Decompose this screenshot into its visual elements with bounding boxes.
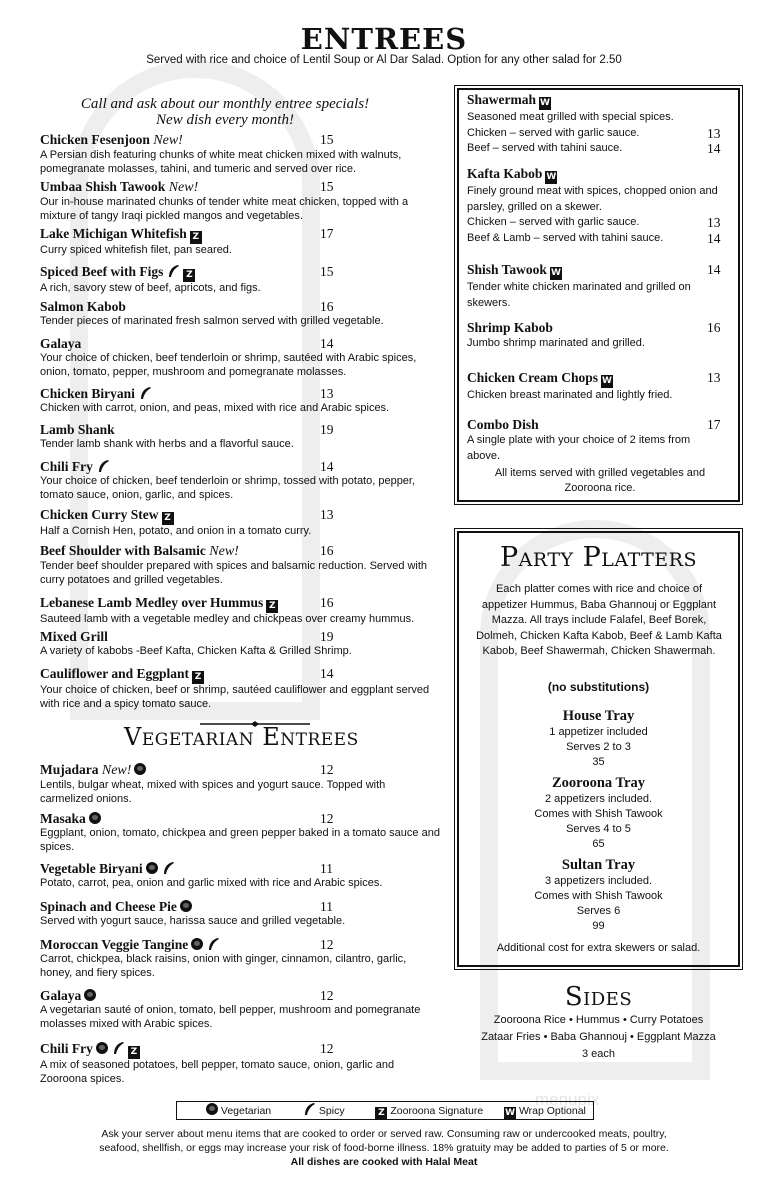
item-name: Salmon Kabob bbox=[40, 299, 126, 314]
chili-pepper-icon bbox=[302, 1102, 316, 1116]
house-tray: House Tray 1 appetizer included Serves 2 to 3 35 bbox=[549, 708, 648, 768]
item-name: Chicken Biryani bbox=[40, 386, 135, 401]
item-price: 16 bbox=[320, 543, 334, 558]
item-description: A vegetarian sauté of onion, tomato, bell pepper, mushroom and pomegranate molasses mixed with Arabic spices. bbox=[40, 1004, 421, 1030]
specials-note: Call and ask about our monthly entree specials! New dish every month! bbox=[80, 96, 370, 128]
signature-icon: Z bbox=[128, 1046, 140, 1059]
menu-item bbox=[40, 422, 440, 452]
item-name: Vegetable Biryani bbox=[40, 861, 143, 876]
item-name: Chicken Curry Stew bbox=[40, 507, 159, 522]
menu-item bbox=[40, 336, 440, 379]
menu-item bbox=[40, 132, 440, 176]
item-name: Chicken Fesenjoon bbox=[40, 132, 150, 147]
item-name: Chili Fry bbox=[40, 459, 93, 474]
chili-pepper-icon bbox=[206, 937, 220, 951]
item-name: Galaya bbox=[40, 336, 82, 351]
signature-icon: Z bbox=[162, 512, 174, 525]
item-price: 13 bbox=[320, 507, 334, 522]
item-price: 14 bbox=[320, 666, 334, 681]
item-name: Masaka bbox=[40, 811, 86, 826]
item-name: Spiced Beef with Figs bbox=[40, 264, 164, 279]
item-description: Tender pieces of marinated fresh salmon served with grilled vegetable. bbox=[40, 315, 384, 327]
signature-icon: Z bbox=[266, 600, 278, 613]
item-price: 19 bbox=[320, 422, 334, 437]
item-description: Eggplant, onion, tomato, chickpea and green pepper baked in a tomato sauce and spices. bbox=[40, 827, 440, 853]
item-description: A mix of seasoned potatoes, bell pepper, tomato sauce, onion, garlic and Zooroona spices. bbox=[40, 1059, 395, 1085]
signature-icon: Z bbox=[183, 269, 195, 282]
item-description: Chicken with carrot, onion, and peas, mixed with rice and Arabic spices. bbox=[40, 402, 390, 414]
item-name: Lebanese Lamb Medley over Hummus bbox=[40, 595, 264, 610]
item-price: 15 bbox=[320, 179, 334, 194]
combo-dish-item: Combo Dish 17 A single plate with your choice of 2 items from above. bbox=[467, 417, 721, 462]
item-price: 16 bbox=[320, 299, 334, 314]
menu-item bbox=[40, 507, 440, 539]
item-name: Umbaa Shish Tawook bbox=[40, 179, 166, 194]
menu-item bbox=[40, 899, 440, 929]
vegetarian-icon bbox=[134, 763, 146, 775]
item-description: Sauteed lamb with a vegetable medley and chickpeas over creamy hummus. bbox=[40, 613, 415, 625]
item-description: A rich, savory stew of beef, apricots, and figs. bbox=[40, 282, 261, 294]
item-price: 12 bbox=[320, 1041, 334, 1056]
new-tag: New! bbox=[153, 133, 183, 148]
page-title: ENTREES bbox=[300, 22, 468, 56]
item-description: Served with yogurt sauce, harissa sauce and grilled vegetable. bbox=[40, 915, 346, 927]
vegetarian-icon bbox=[191, 938, 203, 950]
item-description: Your choice of chicken, beef tenderloin or shrimp, tossed with potato, pepper, tomato sauce, onion, garlic, and spices. bbox=[40, 475, 416, 501]
vegetarian-icon bbox=[146, 862, 158, 874]
item-name: Lamb Shank bbox=[40, 422, 115, 437]
item-description: Tender lamb shank with herbs and a flavorful sauce. bbox=[40, 438, 294, 450]
signature-icon: Z bbox=[192, 671, 204, 684]
menu-item bbox=[40, 459, 440, 502]
chili-pepper-icon bbox=[96, 459, 110, 473]
wrap-icon: W bbox=[602, 376, 612, 386]
item-description: Our in-house marinated chunks of tender white meat chicken, topped with a mixture of tangy Iraqi pickled mangos and vegetables. bbox=[40, 196, 409, 222]
menu-item bbox=[40, 811, 440, 854]
sides-title: Sides bbox=[564, 982, 633, 1012]
menu-item bbox=[40, 762, 440, 806]
item-description: Half a Cornish Hen, potato, and onion in a tomato curry. bbox=[40, 525, 312, 537]
shish-tawook-item: Shish Tawook W 14 Tender white chicken marinated and grilled on skewers. bbox=[467, 262, 721, 309]
item-name: Mixed Grill bbox=[40, 629, 108, 644]
shrimp-kabob-item: Shrimp Kabob 16 Jumbo shrimp marinated and grilled. bbox=[467, 320, 721, 349]
new-tag: New! bbox=[101, 763, 132, 778]
menu-item bbox=[40, 226, 440, 258]
item-price: 11 bbox=[320, 899, 333, 914]
menu-item bbox=[40, 861, 440, 891]
item-description: Tender beef shoulder prepared with spices and balsamic reduction. Served with curry potatoes and grilled vegetables. bbox=[40, 560, 428, 586]
menu-item bbox=[40, 386, 440, 416]
chili-pepper-icon bbox=[166, 264, 180, 278]
item-name: Cauliflower and Eggplant bbox=[40, 666, 190, 681]
chili-pepper-icon bbox=[111, 1041, 125, 1055]
party-platters-title: Party Platters bbox=[499, 542, 697, 573]
menu-item bbox=[40, 629, 440, 659]
page-subtitle: Served with rice and choice of Lentil Soup or Al Dar Salad. Option for any other salad for 2.50 bbox=[146, 54, 622, 66]
vegetarian-icon bbox=[206, 1103, 218, 1115]
signature-icon: Z bbox=[375, 1107, 387, 1120]
item-price: 11 bbox=[320, 861, 333, 876]
legend: Vegetarian Spicy Z Zooroona Signature W Wrap Optional bbox=[176, 1101, 594, 1120]
vegetarian-icon bbox=[96, 1042, 108, 1054]
item-name: Moroccan Veggie Tangine bbox=[40, 937, 189, 952]
divider-ornament bbox=[200, 714, 310, 720]
menu-item bbox=[40, 666, 440, 711]
no-substitutions: (no substitutions) bbox=[547, 680, 650, 694]
item-price: 15 bbox=[320, 264, 334, 279]
item-description: A Persian dish featuring chunks of white meat chicken mixed with walnuts, pomegranate molasses, tahini, and tumeric and served over rice. bbox=[40, 149, 402, 175]
wrap-icon: W bbox=[546, 172, 557, 182]
sides-list: Zooroona Rice • Hummus • Curry Potatoes Zataar Fries • Baba Ghannouj • Eggplant Mazza 3 each bbox=[481, 1014, 716, 1060]
menu-item bbox=[40, 264, 440, 296]
extra-cost-note: Additional cost for extra skewers or salad. bbox=[496, 942, 701, 954]
item-description: A variety of kabobs -Beef Kafta, Chicken Kafta & Grilled Shrimp. bbox=[40, 645, 352, 657]
item-price: 12 bbox=[320, 988, 334, 1003]
item-description: Your choice of chicken, beef tenderloin or shrimp, sautéed with Arabic spices, onion, tomato, pepper, mushroom and pomegranate molasses. bbox=[40, 352, 417, 378]
item-price: 15 bbox=[320, 132, 334, 147]
item-description: Carrot, chickpea, black raisins, onion with ginger, cinnamon, cilantro, garlic, honey, and fiery spices. bbox=[40, 953, 407, 979]
kabob-footer: All items served with grilled vegetables and Zooroona rice. bbox=[494, 467, 706, 494]
chili-pepper-icon bbox=[138, 386, 152, 400]
vegetarian-icon bbox=[84, 989, 96, 1001]
item-price: 19 bbox=[320, 629, 334, 644]
new-tag: New! bbox=[168, 180, 199, 195]
item-price: 14 bbox=[320, 459, 334, 474]
party-platters-intro: Each platter comes with rice and choice of appetizer Hummus, Baba Ghannouj or Eggplant Mazza. All trays include Falafel, Beef Borek, Dolmeh, Chicken Kafta Kabob, Beef & Lamb Kafta Kabob, Beef Shawermah, Chicken Shawermah. bbox=[476, 583, 722, 657]
wrap-icon: W bbox=[505, 1108, 515, 1118]
item-price: 17 bbox=[320, 226, 334, 241]
chili-pepper-icon bbox=[161, 861, 175, 875]
new-tag: New! bbox=[209, 544, 239, 559]
item-price: 13 bbox=[320, 386, 334, 401]
sultan-tray: Sultan Tray 3 appetizers included. Comes with Shish Tawook Serves 6 99 bbox=[534, 857, 663, 932]
kafta-kabob-item: Kafta Kabob W Finely ground meat with spices, chopped onion and parsley, grilled on a skewer. Chicken – served with garlic sauce. 13 Beef & Lamb – served with tahini sauce. 14 bbox=[467, 166, 721, 246]
menu-item bbox=[40, 595, 440, 627]
item-name: Lake Michigan Whitefish bbox=[40, 226, 187, 241]
item-price: 14 bbox=[320, 336, 334, 351]
watermark: menupix bbox=[535, 1090, 600, 1109]
item-price: 12 bbox=[320, 937, 334, 952]
vegetarian-icon bbox=[180, 900, 192, 912]
item-name: Mujadara bbox=[40, 762, 99, 777]
signature-icon: Z bbox=[190, 231, 202, 244]
menu-item bbox=[40, 299, 440, 329]
wrap-icon: W bbox=[540, 98, 550, 108]
shawermah-item: Shawermah W Seasoned meat grilled with special spices. Chicken – served with garlic sauce. 13 Beef – served with tahini sauce. 14 bbox=[467, 92, 721, 156]
item-price: 16 bbox=[320, 595, 334, 610]
menu-item bbox=[40, 543, 440, 587]
wrap-icon: W bbox=[550, 268, 561, 278]
vegetarian-title: Vegetarian Entrees bbox=[124, 723, 359, 751]
item-price: 12 bbox=[320, 762, 334, 777]
menu-item bbox=[40, 179, 440, 223]
item-name: Beef Shoulder with Balsamic bbox=[40, 543, 206, 558]
item-description: Curry spiced whitefish filet, pan seared. bbox=[40, 244, 232, 256]
chicken-cream-chops-item: Chicken Cream Chops W 13 Chicken breast marinated and lightly fried. bbox=[467, 370, 721, 401]
item-name: Chili Fry bbox=[40, 1041, 93, 1056]
zooroona-tray: Zooroona Tray 2 appetizers included. Comes with Shish Tawook Serves 4 to 5 65 bbox=[534, 775, 663, 850]
item-name: Spinach and Cheese Pie bbox=[40, 899, 177, 914]
item-name: Galaya bbox=[40, 988, 82, 1003]
menu-item bbox=[40, 1041, 440, 1086]
menu-item bbox=[40, 988, 440, 1031]
item-price: 12 bbox=[320, 811, 334, 826]
item-description: Your choice of chicken, beef or shrimp, sautéed cauliflower and eggplant served with rice and a spicy tomato sauce. bbox=[40, 684, 430, 710]
footer: Ask your server about menu items that are cooked to order or served raw. Consuming raw or undercooked meats, poultry, seafood, shellfish, or eggs may increase your risk of food-borne illness. 18% gratuity may be added to parties of 5 or more. All dishes are cooked with Halal Meat bbox=[99, 1128, 669, 1168]
menu-item bbox=[40, 937, 440, 980]
item-description: Potato, carrot, pea, onion and garlic mixed with rice and Arabic spices. bbox=[40, 877, 383, 889]
item-description: Lentils, bulgar wheat, mixed with spices and yogurt sauce. Topped with carmelized onions. bbox=[40, 779, 386, 805]
vegetarian-icon bbox=[89, 812, 101, 824]
